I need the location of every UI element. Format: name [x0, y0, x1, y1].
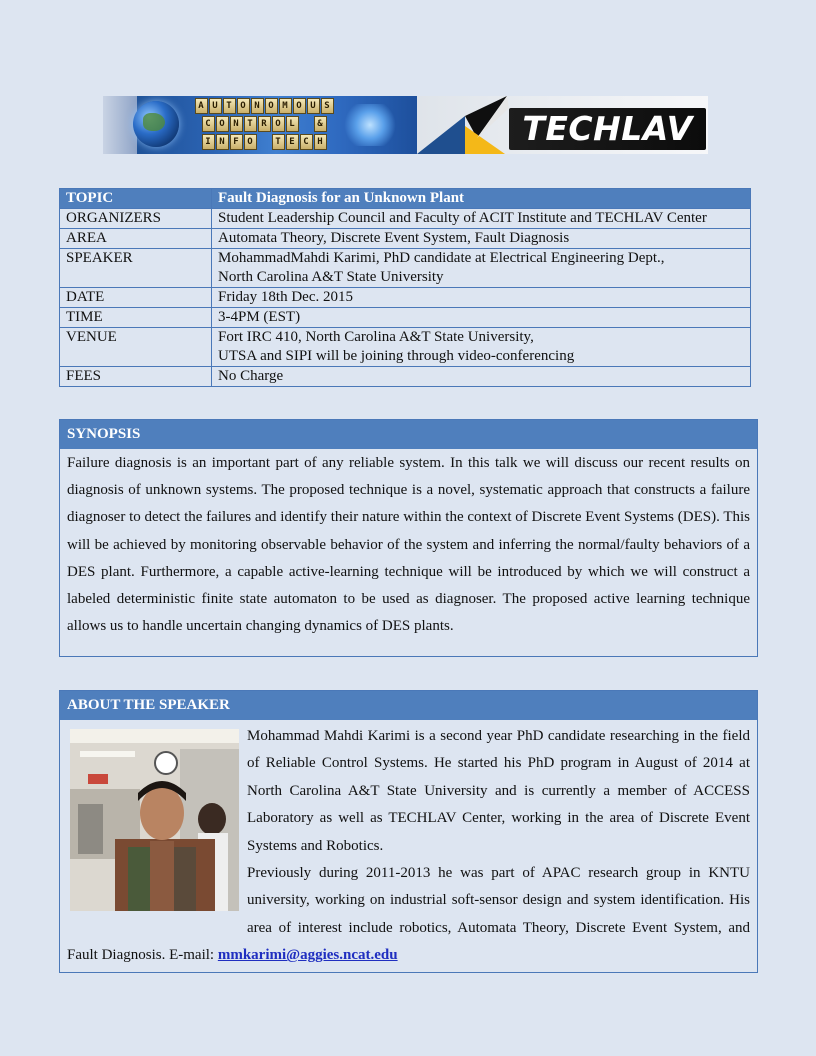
circuit-chip-graphic — [343, 104, 397, 146]
wordmark-letter-tile: I — [202, 134, 215, 150]
info-row-topic — [60, 189, 751, 209]
wordmark-letter-tile — [300, 116, 313, 132]
wordmark-letter-tile: T — [223, 98, 236, 114]
synopsis-section — [59, 419, 758, 657]
wordmark-letter-tile: U — [307, 98, 320, 114]
info-value-line: MohammadMahdi Karimi, PhD candidate at Electrical Engineering Dept., — [218, 250, 665, 266]
info-row-organizers — [60, 209, 751, 229]
event-info-table — [59, 188, 751, 387]
synopsis-text: Failure diagnosis is an important part of any reliable system. In this talk we will discuss our recent results on diagnosis of unknown systems. The proposed technique is a novel, systematic approach that constructs a failure diagnoser to detect the failures and identify their nature within the context of Discrete Event Systems (DES). This will be achieved by monitoring observable behavior of the system and inferring the normal/faulty behaviors of a DES plant. Furthermore, a capable active-learning technique will be introduced by which we will construct a labeled deterministic finite state automaton to be used as diagnoser. The proposed active learning technique allows us to handle uncertain changing dynamics of DES plants. — [67, 455, 750, 635]
info-value: Friday 18th Dec. 2015 — [212, 288, 751, 308]
wordmark-letter-tile: U — [209, 98, 222, 114]
info-row-fees — [60, 367, 751, 387]
header-banner — [103, 96, 708, 154]
wordmark-letter-tile: C — [300, 134, 313, 150]
info-row-date — [60, 288, 751, 308]
info-label: VENUE — [60, 328, 212, 367]
wordmark-letter-tile: S — [321, 98, 334, 114]
speaker-email-link[interactable]: mmkarimi@aggies.ncat.edu — [217, 947, 398, 964]
wordmark-letter-tile — [258, 134, 271, 150]
info-value: No Charge — [212, 367, 751, 387]
wordmark-letter-tile: C — [202, 116, 215, 132]
wordmark-letter-tile: O — [265, 98, 278, 114]
wordmark-letter-tile: & — [314, 116, 327, 132]
info-value: Student Leadership Council and Faculty of ACIT Institute and TECHLAV Center — [212, 209, 751, 229]
info-value — [212, 328, 751, 367]
wordmark-row-3 — [202, 134, 327, 150]
robot-hand-graphic — [103, 96, 137, 154]
wordmark-row-2 — [202, 116, 327, 132]
wordmark-letter-tile: N — [251, 98, 264, 114]
info-value — [212, 249, 751, 288]
wordmark-letter-tile: L — [286, 116, 299, 132]
info-value-line: Fort IRC 410, North Carolina A&T State University, — [218, 329, 534, 345]
wordmark-letter-tile: O — [272, 116, 285, 132]
info-label: ORGANIZERS — [60, 209, 212, 229]
wordmark-letter-tile: M — [279, 98, 292, 114]
about-speaker-heading: ABOUT THE SPEAKER — [60, 691, 757, 720]
info-label: TOPIC — [60, 189, 212, 209]
wordmark-letter-tile: T — [272, 134, 285, 150]
info-label: SPEAKER — [60, 249, 212, 288]
info-label: DATE — [60, 288, 212, 308]
wordmark-letter-tile: N — [216, 134, 229, 150]
wordmark-letter-tile: F — [230, 134, 243, 150]
info-value: Automata Theory, Discrete Event System, Fault Diagnosis — [212, 229, 751, 249]
wordmark-letter-tile: T — [244, 116, 257, 132]
acit-wordmark — [199, 98, 329, 150]
info-label: TIME — [60, 308, 212, 328]
wordmark-letter-tile: O — [216, 116, 229, 132]
globe-icon — [133, 101, 179, 147]
acit-logo — [103, 96, 417, 154]
techlav-logo — [417, 96, 708, 154]
info-value: 3-4PM (EST) — [212, 308, 751, 328]
info-row-area — [60, 229, 751, 249]
info-value-line: North Carolina A&T State University — [218, 269, 444, 285]
speaker-photo — [70, 729, 239, 911]
info-row-venue — [60, 328, 751, 367]
info-value-line: UTSA and SIPI will be joining through video-conferencing — [218, 348, 575, 364]
info-row-time — [60, 308, 751, 328]
wordmark-letter-tile: O — [237, 98, 250, 114]
synopsis-heading: SYNOPSIS — [60, 420, 757, 449]
info-label: FEES — [60, 367, 212, 387]
wordmark-letter-tile: A — [195, 98, 208, 114]
wordmark-letter-tile: H — [314, 134, 327, 150]
about-speaker-section — [59, 690, 758, 973]
speaker-photo-image — [70, 729, 239, 911]
wordmark-letter-tile: O — [293, 98, 306, 114]
about-speaker-body — [60, 720, 757, 970]
info-value: Fault Diagnosis for an Unknown Plant — [212, 189, 751, 209]
wordmark-letter-tile: N — [230, 116, 243, 132]
wordmark-letter-tile: R — [258, 116, 271, 132]
speaker-bio-paragraph-2-text: Previously during 2011-2013 he was part of APAC research group in KNTU university, working on industrial soft-sensor design and system identification. His area of interest include robotics, Automata Theory, Discrete Event System, and Fault Diagnosis. E-mail: — [67, 865, 750, 964]
wordmark-row-1 — [195, 98, 334, 114]
techlav-wordmark-box — [509, 108, 706, 150]
speaker-bio-paragraph-1: Mohammad Mahdi Karimi is a second year PhD candidate researching in the field of Reliable Control Systems. He started his PhD program in August of 2014 at North Carolina A&T State University and is currently a member of ACCESS Laboratory as well as TECHLAV Center, working in the area of Discrete Event Systems and Robotics. — [247, 728, 750, 854]
techlav-wordmark: TECHLAV — [522, 109, 693, 148]
info-label: AREA — [60, 229, 212, 249]
wordmark-letter-tile: E — [286, 134, 299, 150]
wordmark-letter-tile: O — [244, 134, 257, 150]
info-row-speaker — [60, 249, 751, 288]
